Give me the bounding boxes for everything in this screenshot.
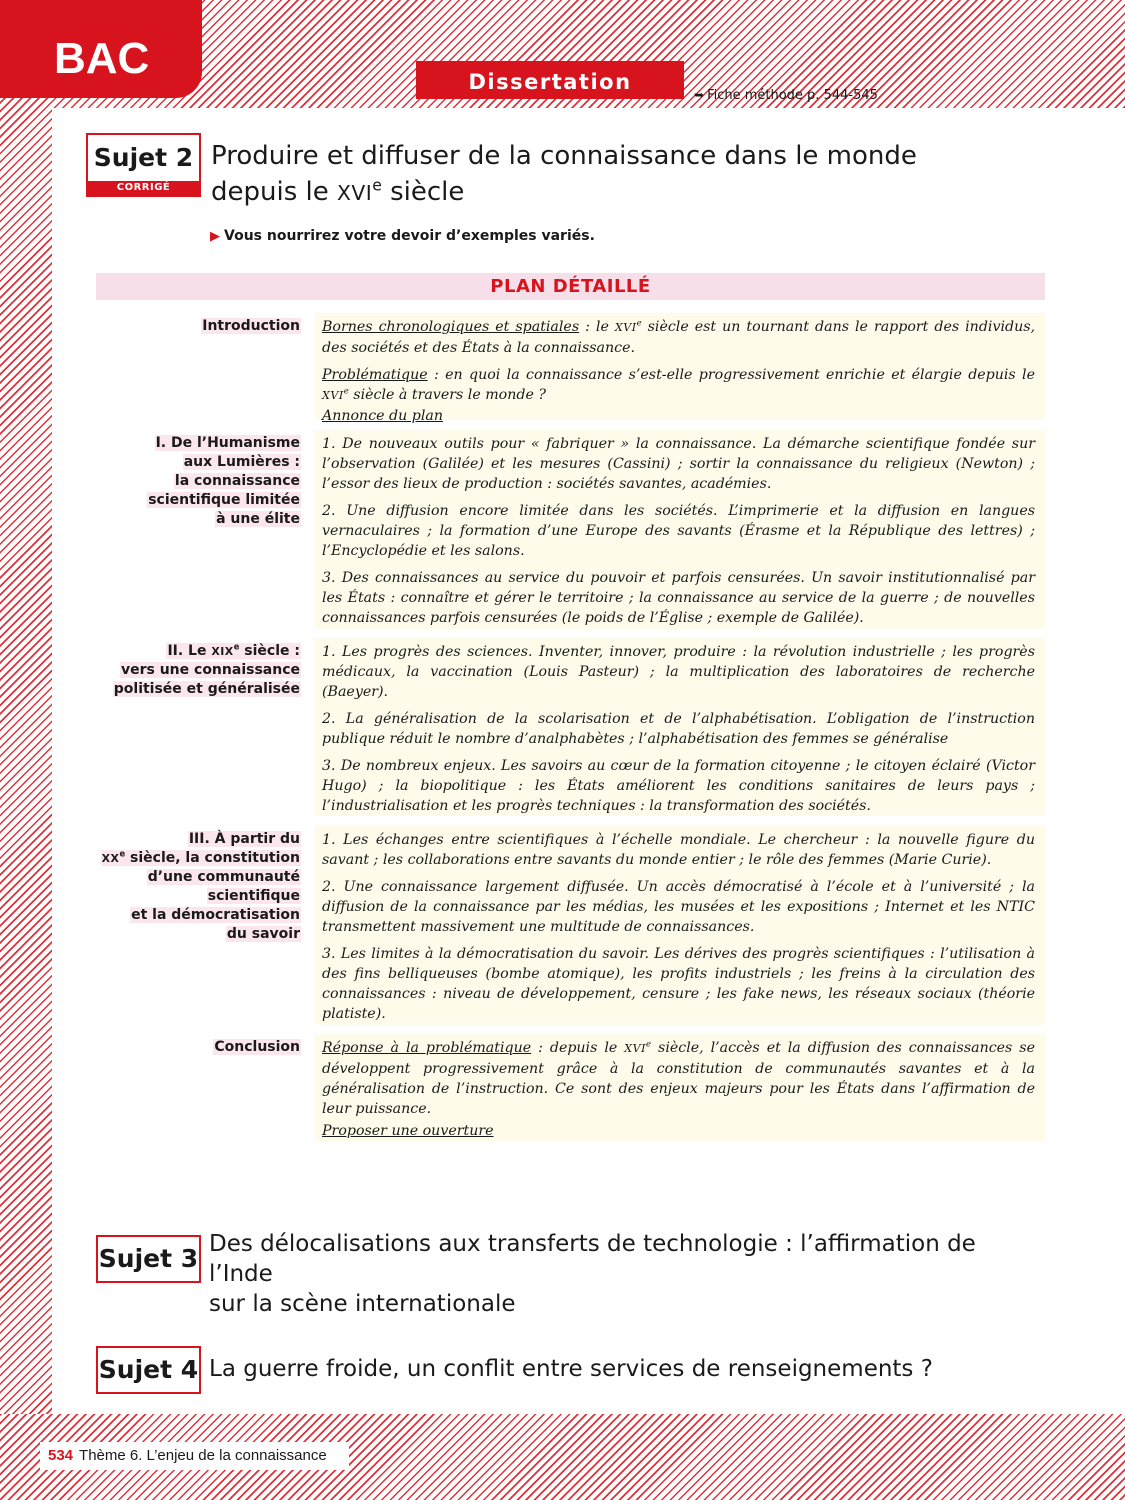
- text-span: siècle, l’accès et la diffusion des connaissances se développent progressivement grâce à la constitution de communautés savantes et à la généralisation de l’instruction. Ce sont des enjeux majeurs pour les États dans l’affirmation de leur puissance.: [322, 1040, 1035, 1117]
- row-content: [315, 826, 1045, 1025]
- text-span: siècle, la constitution: [125, 850, 300, 866]
- row-label-text: I. De l’Humanisme: [155, 435, 300, 451]
- paragraph: 3. De nombreux enjeux. Les savoirs au cœur de la formation citoyenne ; le citoyen éclairé (Victor Hugo) ; la biopolitique : les États améliorent les conditions sanitaires de leurs pays ; l’industrialisation et les progrès techniques : la transformation des sociétés.: [322, 758, 1035, 814]
- instruction: [210, 228, 595, 244]
- row-label-text: d’une communauté: [147, 869, 300, 885]
- paragraph: 3. Les limites à la démocratisation du savoir. Les dérives des progrès scientifiques : l’utilisation à des fins belliqueuses (bombe atomique), les profits industriels ; les freins à la circulation des connaissances : niveau de développement, censure ; les fake news, les réseaux sociaux (théorie platiste).: [322, 946, 1035, 1022]
- paragraph: 2. Une connaissance largement diffusée. Un accès démocratisé à l’école et à l’université ; la diffusion de la connaissance par les médias, les musées et les expositions ; Internet et les NTIC transmettent massivement une multitude de connaissances.: [322, 879, 1035, 935]
- section-banner: Dissertation: [416, 61, 684, 99]
- row-label-text: scientifique: [207, 888, 300, 904]
- row-label-text: Conclusion: [214, 1039, 300, 1055]
- text-span: siècle :: [239, 643, 300, 659]
- bac-label: BAC: [54, 34, 150, 83]
- text-span: : depuis le: [531, 1040, 625, 1056]
- sujet-3-badge: [96, 1235, 201, 1283]
- row-content: [315, 313, 1045, 424]
- paragraph: 1. De nouveaux outils pour « fabriquer » la connaissance. La démarche scientifique fondée sur l’observation (Galilée) et les mesures (Cassini) ; sortir la connaissance du religieux (Newton) ; l’essor des lieux de production : sociétés savantes, académies.: [322, 436, 1035, 492]
- century-suffix: e: [372, 176, 382, 195]
- method-reference: [694, 88, 878, 103]
- century-numeral: XVI: [322, 389, 344, 402]
- sujet-2-badge: [86, 133, 201, 197]
- century-suffix: e: [636, 318, 642, 329]
- sujet-4-title: La guerre froide, un conflit entre services de renseignements ?: [209, 1356, 933, 1382]
- paragraph: 1. Les échanges entre scientifiques à l’échelle mondiale. Le chercheur : la nouvelle figure du savant ; les collaborations entre savants du monde entier ; le rôle des femmes (Marie Curie).: [322, 832, 1035, 868]
- row-label-text: du savoir: [226, 926, 300, 942]
- sujet-3-title-line1: Des délocalisations aux transferts de technologie : l’affirmation de l’Inde: [209, 1231, 976, 1287]
- paragraph: 3. Des connaissances au service du pouvoir et parfois censurées. Un savoir institutionnalisé par les États : connaître et gérer le territoire ; la connaissance au service de la guerre ; de nouvelles connaissances parfois censurées (le poids de l’Église ; exemple de Galilée).: [322, 570, 1035, 626]
- text-span: siècle est un tournant dans le rapport des individus, des sociétés et des États à la connaissance.: [322, 319, 1036, 356]
- sujet-2-label: Sujet 2: [93, 143, 194, 172]
- row-label: [96, 1038, 301, 1057]
- century-numeral: XX: [101, 852, 120, 865]
- row-label: [96, 830, 301, 944]
- bac-tab: [0, 0, 202, 98]
- row-label-text: vers une connaissance: [120, 662, 300, 678]
- century-numeral: XIX: [211, 645, 234, 658]
- century-suffix: e: [646, 1039, 652, 1050]
- instruction-text: Vous nourrirez votre devoir d’exemples variés.: [224, 228, 595, 244]
- text-span: : le: [579, 319, 615, 335]
- century-suffix: e: [343, 386, 349, 397]
- century-suffix: e: [233, 641, 240, 652]
- row-content: [315, 1034, 1045, 1141]
- text-span: : en quoi la connaissance s’est-elle progressivement enrichie et élargie depuis le: [427, 367, 1035, 383]
- row-label: [96, 317, 301, 336]
- text-span: II. Le: [167, 643, 212, 659]
- sujet-3-title: [209, 1229, 1009, 1319]
- row-content: [315, 638, 1045, 816]
- underlined-term: Proposer une ouverture: [322, 1123, 494, 1139]
- hatch-band-left: [0, 0, 52, 1500]
- underlined-term: Bornes chronologiques et spatiales: [322, 319, 580, 335]
- row-label-text: III. À partir du: [188, 831, 300, 847]
- row-label-text: scientifique limitée: [148, 492, 300, 508]
- underlined-term: Problématique: [322, 367, 428, 383]
- sujet-2-title-pre: depuis le: [211, 177, 338, 207]
- sujet-4-badge: [96, 1346, 201, 1394]
- page-number: 534: [48, 1447, 74, 1464]
- underlined-term: Annonce du plan: [322, 408, 443, 424]
- sujet-4-label: Sujet 4: [98, 1355, 199, 1384]
- row-label-text: la connaissance: [174, 473, 300, 489]
- sujet-2-title-line1: Produire et diffuser de la connaissance dans le monde: [211, 141, 917, 171]
- century-numeral: XVI: [614, 321, 637, 334]
- row-label-text: aux Lumières :: [183, 454, 300, 470]
- paragraph: 1. Les progrès des sciences. Inventer, innover, produire : la révolution industrielle ; les progrès médicaux, la vaccination (Louis Pasteur) ; la multiplication des laboratoires de recherche (Baeyer).: [322, 644, 1035, 700]
- row-label-text: Introduction: [202, 318, 300, 334]
- sujet-2-title: [211, 138, 971, 211]
- sujet-3-label: Sujet 3: [98, 1244, 199, 1273]
- page-footer: [40, 1442, 349, 1470]
- triangle-right-icon: ▶: [210, 229, 220, 244]
- paragraph: 2. Une diffusion encore limitée dans les sociétés. L’imprimerie et la diffusion en langues vernaculaires ; la formation d’une Europe des savants (Érasme et la République des lettres) ; l’Encyclopédie et les salons.: [322, 503, 1035, 559]
- century-suffix: e: [119, 848, 126, 859]
- corrige-badge: CORRIGÉ: [88, 181, 199, 195]
- row-label-text: [101, 850, 301, 866]
- row-label: [96, 434, 301, 529]
- underlined-term: Réponse à la problématique: [322, 1040, 532, 1056]
- arrow-right-icon: ➥: [694, 88, 705, 102]
- method-reference-text: Fiche méthode p. 544-545: [707, 88, 878, 103]
- century-numeral: XVI: [624, 1042, 647, 1055]
- row-label-text: et la démocratisation: [131, 907, 300, 923]
- sujet-3-title-line2: sur la scène internationale: [209, 1291, 516, 1317]
- paragraph: 2. La généralisation de la scolarisation et de l’alphabétisation. L’obligation de l’instruction publique réduit le nombre d’analphabètes ; l’alphabétisation des femmes se généralise: [322, 711, 1035, 747]
- text-span: siècle à travers le monde ?: [348, 387, 546, 403]
- row-content: [315, 430, 1045, 629]
- row-label: [96, 642, 301, 699]
- row-label-text: politisée et généralisée: [113, 681, 300, 697]
- century-numeral: XVI: [337, 181, 373, 205]
- footer-theme: Thème 6. L’enjeu de la connaissance: [79, 1447, 327, 1464]
- sujet-2-title-post: siècle: [381, 177, 465, 207]
- row-label-text: à une élite: [216, 511, 300, 527]
- row-label-text: [166, 643, 301, 659]
- plan-heading: PLAN DÉTAILLÉ: [96, 273, 1045, 300]
